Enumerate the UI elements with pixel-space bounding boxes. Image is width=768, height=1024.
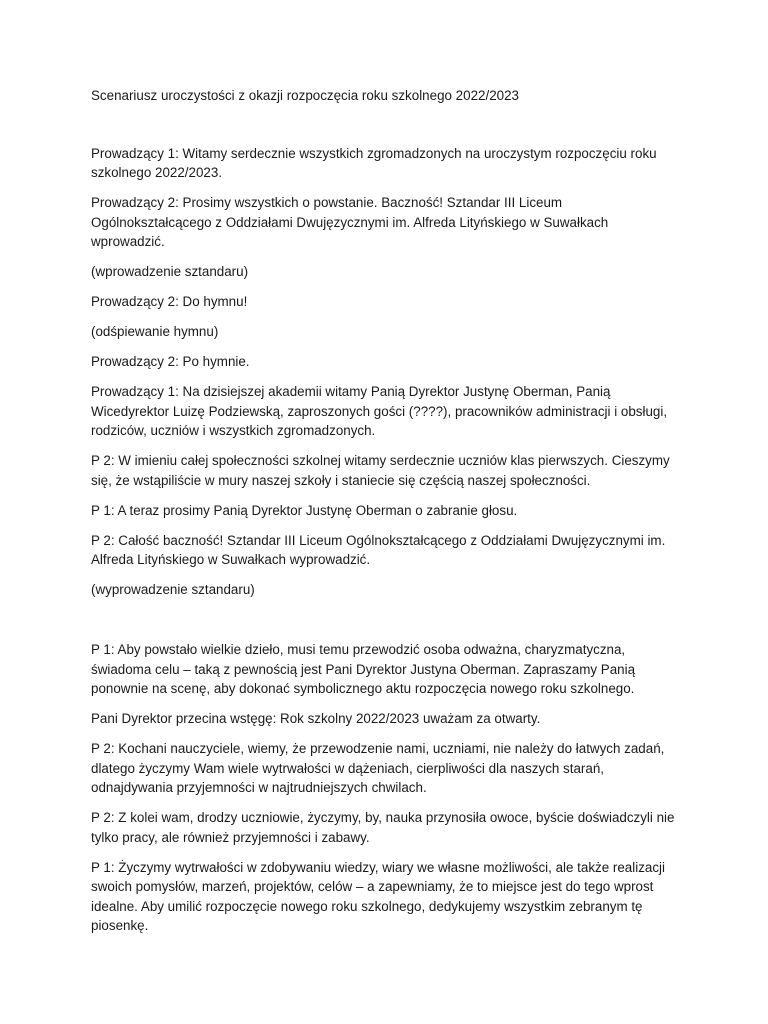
paragraph: P 1: A teraz prosimy Panią Dyrektor Justynę Oberman o zabranie głosu. — [91, 502, 518, 518]
spacer — [91, 610, 683, 640]
paragraph: Prowadzący 1: Witamy serdecznie wszystkich zgromadzonych na uroczystym rozpoczęciu roku szkolnego 2022/2023. — [91, 145, 657, 180]
paragraph: P 1: Życzymy wytrwałości w zdobywaniu wiedzy, wiary we własne możliwości, ale także realizacji swoich pomysłów, marzeń, projektów, celów – a zapewniamy, że to miejsce jest do tego wprost idealne. Aby umilić rozpoczęcie nowego roku szkolnego, dedykujemy wszystkim zebranym tę piosenkę. — [91, 859, 665, 933]
stage-direction: (wyprowadzenie sztandaru) — [91, 582, 255, 597]
paragraph: Prowadzący 2: Prosimy wszystkich o powstanie. Baczność! Sztandar III Liceum Ogólnokształcącego z Oddziałami Dwujęzycznymi im. Alfreda Lityńskiego w Suwałkach wprowadzić. — [91, 195, 609, 249]
paragraph: P 2: Z kolei wam, drodzy uczniowie, życzymy, by, nauka przynosiła owoce, byście doświadczyli nie tylko pracy, ale również przyjemności i zabawy. — [91, 810, 675, 845]
paragraph: Pani Dyrektor przecina wstęgę: Rok szkolny 2022/2023 uważam za otwarty. — [91, 711, 541, 726]
paragraph: P 2: Kochani nauczyciele, wiemy, że przewodzenie nami, uczniami, nie należy do łatwych zadań, dlatego życzymy Wam wiele wytrwałości w dążeniach, cierpliwości dla naszych starań, odnajdywania przyjemności w najtrudniejszych chwilach. — [91, 741, 665, 795]
paragraph: P 2: W imieniu całej społeczności szkolnej witamy serdecznie uczniów klas pierwszych. Cieszymy się, że wstąpiliście w mury naszej szkoły i staniecie się częścią naszej społeczności. — [91, 453, 670, 488]
paragraph: Prowadzący 1: Na dzisiejszej akademii witamy Panią Dyrektor Justynę Oberman, Panią Wicedyrektor Luizę Podziewską, zaproszonych gości (????), pracowników administracji i obsługi, rodziców, uczniów i wszystkich zgromadzonych. — [91, 384, 668, 438]
paragraph: P 1: Aby powstało wielkie dzieło, musi temu przewodzić osoba odważna, charyzmatyczna, świadoma celu – taką z pewnością jest Pani Dyrektor Justyna Oberman. Zapraszamy Panią ponownie na scenę, aby dokonać symbolicznego aktu rozpoczęcia nowego roku szkolnego. — [91, 642, 636, 696]
paragraph: Prowadzący 2: Do hymnu! — [91, 294, 248, 309]
paragraph: P 2: Całość baczność! Sztandar III Liceum Ogólnokształcącego z Oddziałami Dwujęzycznymi im. Alfreda Lityńskiego w Suwałkach wyprowadzić. — [91, 532, 666, 567]
paragraph: Prowadzący 2: Po hymnie. — [91, 354, 250, 369]
stage-direction: (wprowadzenie sztandaru) — [91, 264, 249, 279]
stage-direction: (odśpiewanie hymnu) — [91, 324, 219, 339]
document-body — [91, 86, 683, 946]
spacer — [91, 106, 683, 144]
document-title: Scenariusz uroczystości z okazji rozpoczęcia roku szkolnego 2022/2023 — [91, 88, 519, 103]
